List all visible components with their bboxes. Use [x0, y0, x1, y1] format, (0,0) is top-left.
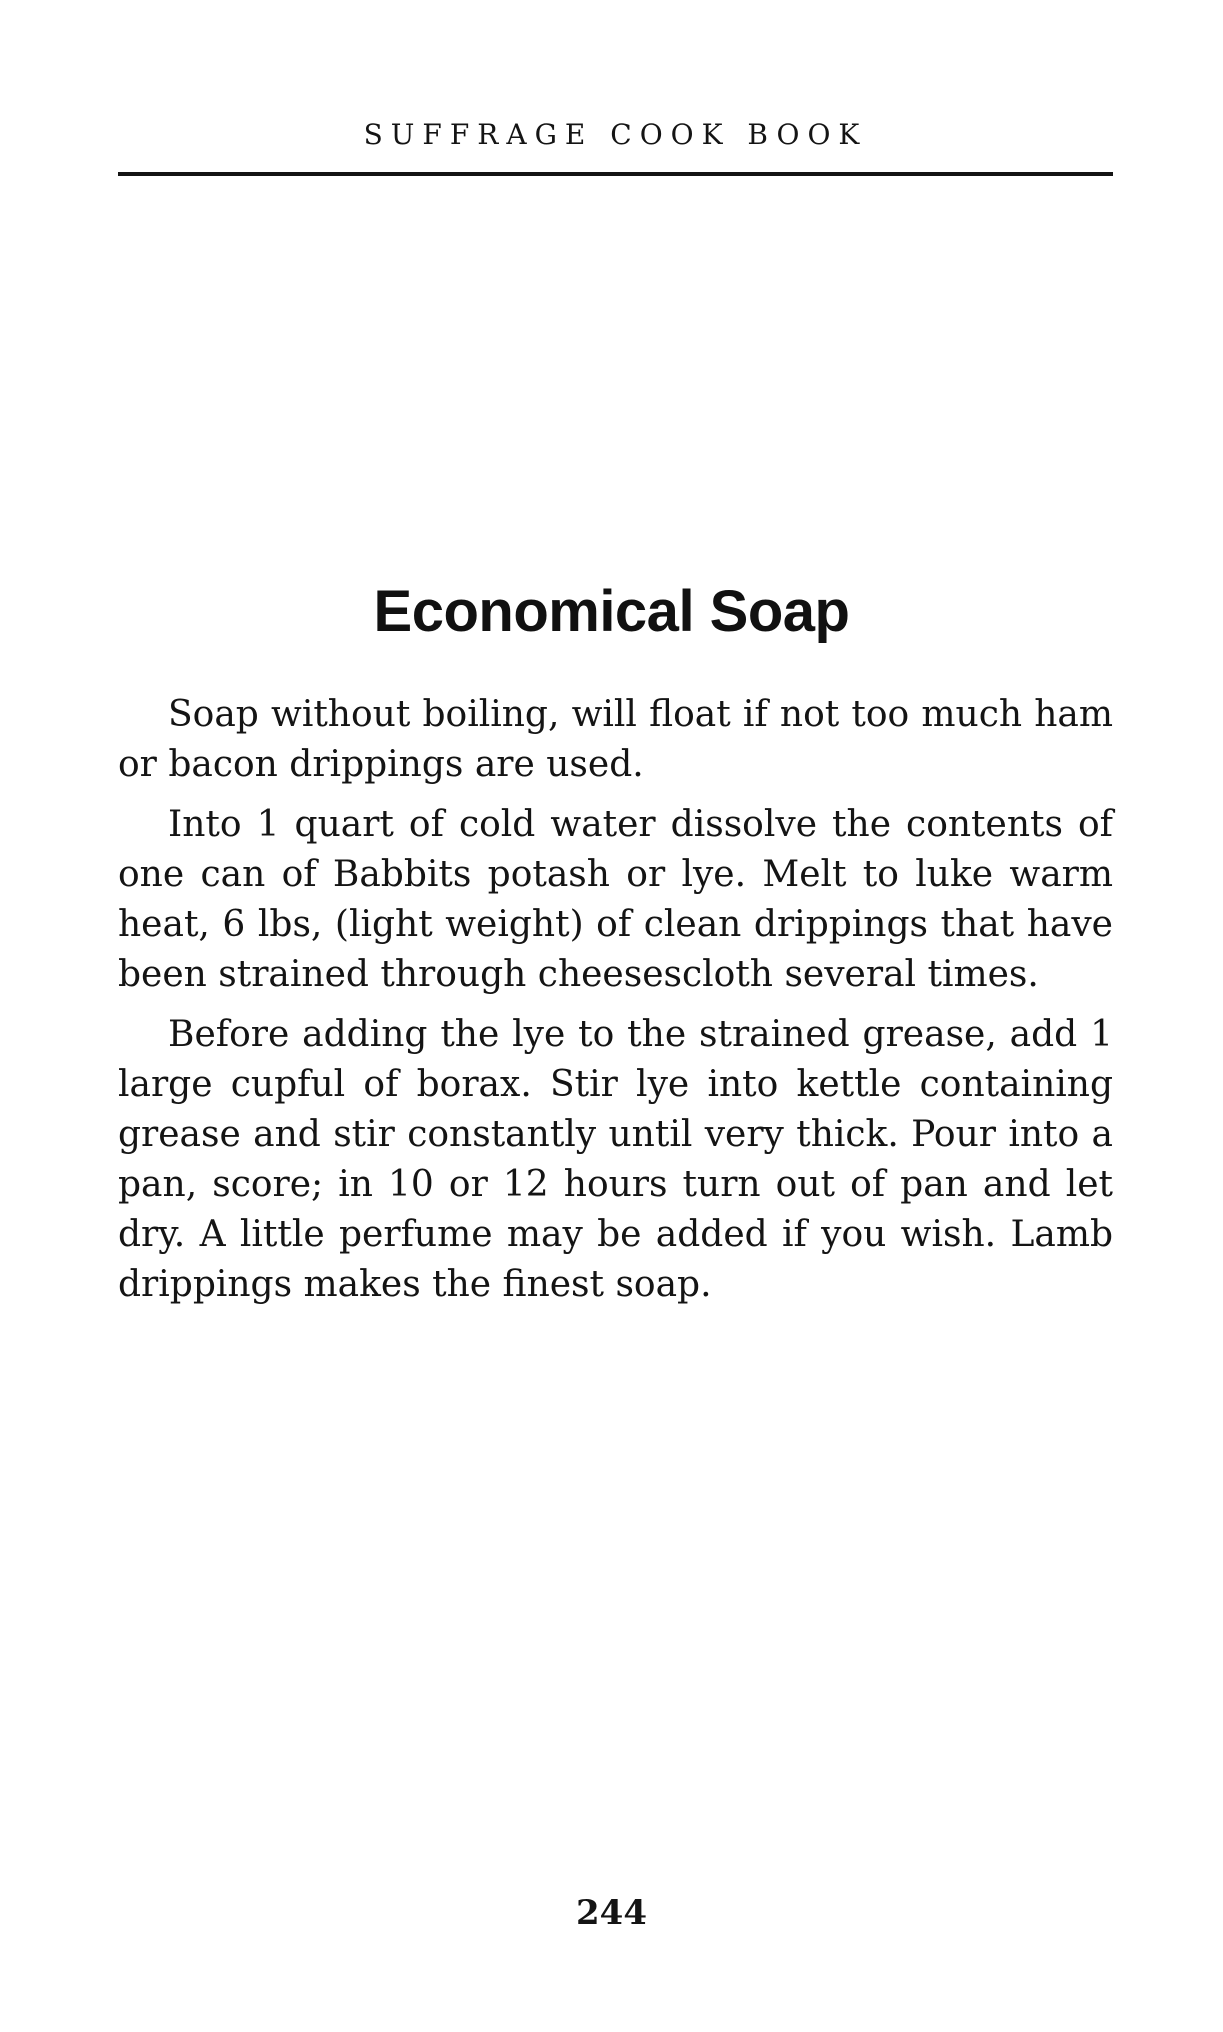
- recipe-paragraph: Soap without boiling, will float if not too much ham or bacon drippings are used.: [118, 694, 1113, 785]
- recipe-title: Economical Soap: [373, 579, 850, 644]
- recipe-paragraph: Before adding the lye to the strained grease, add 1 large cupful of borax. Stir lye into kettle containing grease and stir constantly until very thick. Pour into a pan, score; in 10 or 12 hours turn out of pan and let dry. A little perfume may be added if you wish. Lamb drippings makes the finest soap.: [118, 1014, 1113, 1305]
- running-head: SUFFRAGE COOK BOOK: [363, 118, 868, 151]
- recipe-paragraph: Into 1 quart of cold water dissolve the contents of one can of Babbits potash or lye. Melt to luke warm heat, 6 lbs, (light weight) of clean drippings that have been strained through cheesescloth several times.: [118, 804, 1113, 995]
- page-number: 244: [576, 1893, 647, 1933]
- recipe-body: [118, 690, 1113, 1320]
- header-rule: [118, 172, 1113, 176]
